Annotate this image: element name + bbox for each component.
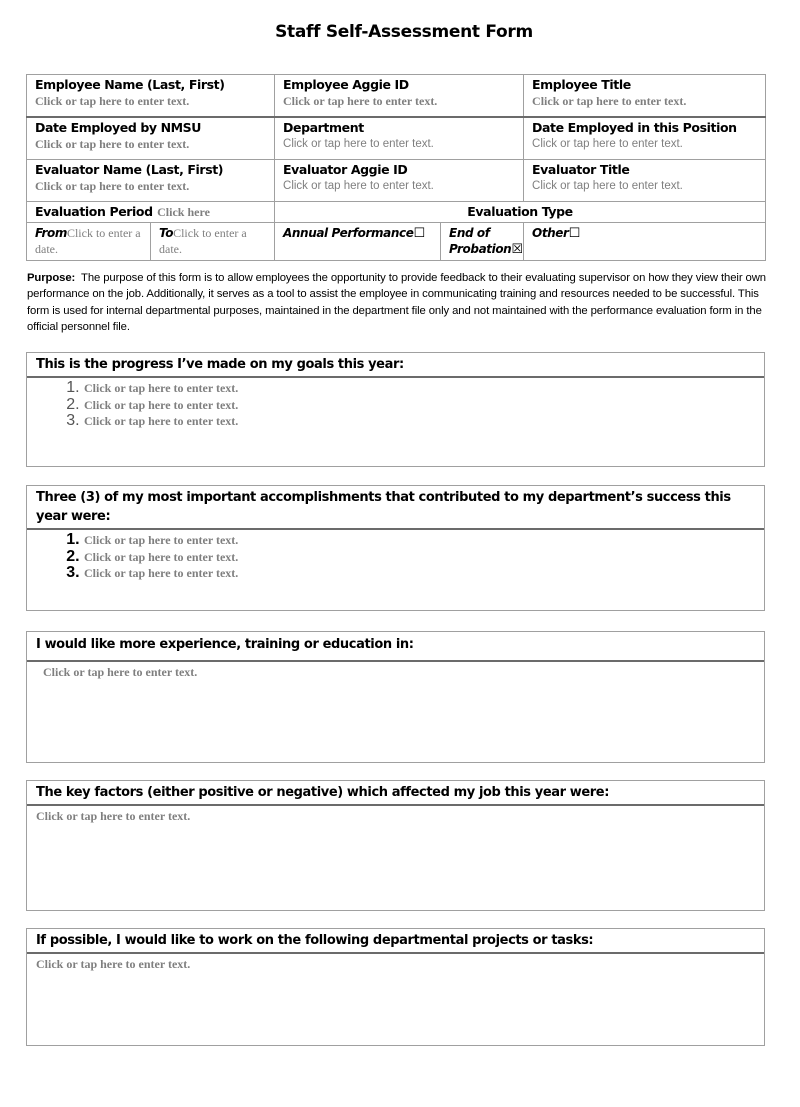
evaluator-aggie-id-cell: [275, 160, 524, 202]
key-factors-heading: The key factors (either positive or negative) which affected my job this year were:: [27, 781, 764, 806]
purpose-text: The purpose of this form is to allow employees the opportunity to provide feedback to their evaluating supervisor on how they view their own performance on the job. Additionally, it serves as a tool to assist the employee in communicating training and resources needed to be successful. This form is used for internal departmental purposes, maintained in the department file only and not maintained with the performance evaluation form in the official personnel file.: [27, 272, 766, 333]
from-label: From: [35, 226, 67, 240]
date-employed-position-cell: [524, 117, 766, 160]
evaluator-aggie-id-field[interactable]: Click or tap here to enter text.: [283, 180, 434, 192]
goal-1-field[interactable]: Click or tap here to enter text.: [84, 381, 239, 395]
departmental-projects-heading: If possible, I would like to work on the following departmental projects or tasks:: [27, 929, 764, 954]
purpose-paragraph: [27, 270, 772, 335]
department-cell: [275, 117, 524, 160]
evaluator-title-label: Evaluator Title: [532, 162, 630, 177]
departmental-projects-section: [26, 928, 765, 1046]
accomplishments-heading: Three (3) of my most important accomplishments that contributed to my department’s success this year were:: [27, 486, 764, 530]
accomplishments-section: [26, 485, 765, 611]
training-heading: I would like more experience, training or education in:: [27, 632, 764, 662]
evaluation-period-field[interactable]: Click here: [157, 205, 210, 219]
employee-name-field[interactable]: Click or tap here to enter text.: [35, 94, 190, 108]
end-of-probation-option[interactable]: [441, 223, 524, 261]
goals-progress-section: [26, 352, 765, 467]
list-item: [84, 549, 755, 566]
evaluator-title-cell: [524, 160, 766, 202]
date-employed-position-field[interactable]: Click or tap here to enter text.: [532, 138, 683, 150]
accomplishment-3-field[interactable]: Click or tap here to enter text.: [84, 566, 239, 580]
training-section: [26, 631, 765, 763]
date-employed-nmsu-cell: [27, 117, 275, 160]
annual-performance-label: Annual Performance: [283, 226, 414, 240]
employee-info-table: [26, 74, 766, 261]
annual-performance-option[interactable]: [275, 223, 441, 261]
date-employed-nmsu-field[interactable]: Click or tap here to enter text.: [35, 137, 190, 151]
to-date-cell: [151, 223, 275, 261]
list-item: [84, 565, 755, 582]
other-option[interactable]: [524, 223, 766, 261]
goal-3-field[interactable]: Click or tap here to enter text.: [84, 414, 239, 428]
employee-title-field[interactable]: Click or tap here to enter text.: [532, 94, 687, 108]
list-item: [84, 380, 755, 397]
end-of-probation-label: End of Probation: [449, 226, 512, 256]
training-field[interactable]: Click or tap here to enter text.: [43, 665, 198, 679]
employee-aggie-id-label: Employee Aggie ID: [283, 77, 409, 92]
accomplishment-1-field[interactable]: Click or tap here to enter text.: [84, 533, 239, 547]
annual-performance-checkbox-icon[interactable]: ☐: [413, 226, 426, 241]
goals-progress-list: [36, 380, 755, 430]
goals-progress-heading: This is the progress I’ve made on my goals this year:: [27, 353, 764, 378]
employee-title-cell: [524, 75, 766, 118]
evaluation-type-cell: [275, 202, 766, 223]
page-title: Staff Self-Assessment Form: [275, 22, 533, 42]
end-of-probation-checkbox-icon[interactable]: ☒: [511, 242, 523, 257]
purpose-label: Purpose:: [27, 272, 76, 284]
list-item: [84, 532, 755, 549]
goal-2-field[interactable]: Click or tap here to enter text.: [84, 397, 239, 412]
employee-name-cell: [27, 75, 275, 118]
departmental-projects-field[interactable]: Click or tap here to enter text.: [36, 957, 191, 971]
evaluation-period-cell: [27, 202, 275, 223]
key-factors-section: [26, 780, 765, 911]
evaluator-name-label: Evaluator Name (Last, First): [35, 162, 224, 177]
from-date-cell: [27, 223, 151, 261]
employee-aggie-id-cell: [275, 75, 524, 118]
evaluator-aggie-id-label: Evaluator Aggie ID: [283, 162, 408, 177]
list-item: [84, 413, 755, 430]
evaluator-name-cell: [27, 160, 275, 202]
other-checkbox-icon[interactable]: ☐: [568, 226, 581, 241]
evaluator-name-field[interactable]: Click or tap here to enter text.: [35, 179, 190, 193]
employee-title-label: Employee Title: [532, 77, 631, 92]
employee-aggie-id-field[interactable]: Click or tap here to enter text.: [283, 94, 438, 108]
evaluation-period-label: Evaluation Period: [35, 204, 153, 219]
to-label: To: [159, 226, 174, 240]
date-employed-nmsu-label: Date Employed by NMSU: [35, 120, 202, 135]
accomplishments-list: [36, 532, 755, 582]
to-date-field[interactable]: Click to enter a date.: [159, 226, 247, 256]
evaluator-title-field[interactable]: Click or tap here to enter text.: [532, 180, 683, 192]
department-field[interactable]: Click or tap here to enter text.: [283, 138, 434, 150]
evaluation-type-label: Evaluation Type: [467, 204, 573, 219]
accomplishment-2-field[interactable]: Click or tap here to enter text.: [84, 549, 239, 564]
list-item: [84, 397, 755, 414]
other-label: Other: [532, 226, 569, 240]
department-label: Department: [283, 120, 364, 135]
key-factors-field[interactable]: Click or tap here to enter text.: [36, 809, 191, 823]
from-date-field[interactable]: Click to enter a date.: [35, 226, 141, 256]
employee-name-label: Employee Name (Last, First): [35, 77, 225, 92]
date-employed-position-label: Date Employed in this Position: [532, 120, 737, 135]
